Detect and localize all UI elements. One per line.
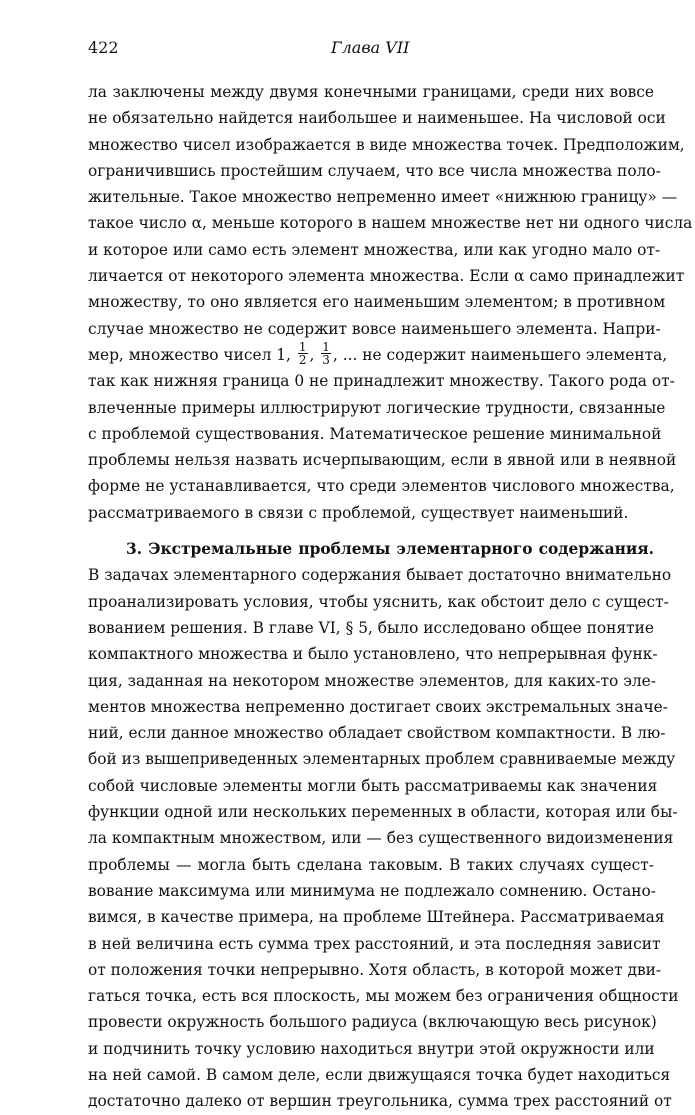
text-line: с проблемой существования. Математическое решение минимальной — [88, 424, 662, 443]
text-line: собой числовые элементы могли быть рассматриваемы как значения — [88, 776, 658, 795]
text-line: влеченные примеры иллюстрируют логические трудности, связанные — [88, 398, 666, 417]
page-number: 422 — [88, 38, 119, 57]
text-line: личается от некоторого элемента множества. Если α само принадлежит — [88, 267, 685, 286]
fraction-line-prefix: мер, множество чисел 1, — [88, 345, 291, 364]
text-line: ний, если данное множество обладает свойством компактности. В лю- — [88, 724, 666, 743]
fraction-numerator: 1 — [322, 340, 330, 355]
text-line: и которое или само есть элемент множества, или как угодно мало от- — [88, 240, 661, 259]
fraction-denominator: 3 — [322, 353, 330, 368]
text-line: случае множество не содержит вовсе наименьшего элемента. Напри- — [88, 319, 661, 338]
text-line: в ней величина есть сумма трех расстояний, и эта последняя зависит — [88, 934, 661, 953]
body-text — [88, 79, 693, 1115]
fraction-numerator: 1 — [298, 340, 307, 355]
text-line: форме не устанавливается, что среди элементов числового множества, — [88, 477, 675, 496]
text-line: вимся, в качестве примера, на проблеме Штейнера. Рассматриваемая — [88, 908, 665, 927]
text-line: функции одной или нескольких переменных в области, которая или бы- — [88, 803, 678, 822]
text-line: ла компактным множеством, или — без существенного видоизменения — [88, 829, 674, 848]
text-line: от положения точки непрерывно. Хотя область, в которой может дви- — [88, 960, 662, 979]
paragraph-1 — [88, 79, 693, 526]
fraction-one-half — [298, 341, 308, 366]
text-line: бой из вышеприведенных элементарных проблем сравниваемые между — [88, 750, 676, 769]
text-line: на ней самой. В самом деле, если движущаяся точка будет находиться — [88, 1065, 671, 1084]
text-line: так как нижняя граница 0 не принадлежит множеству. Такого рода от- — [88, 372, 675, 391]
text-line: проанализировать условия, чтобы уяснить, как обстоит дело с сущест- — [88, 592, 669, 611]
section-heading: 3. Экстремальные проблемы элементарного содержания. — [126, 540, 654, 559]
text-line: рассматриваемого в связи с проблемой, существует наименьший. — [88, 503, 629, 522]
text-line: гаться точка, есть вся плоскость, мы можем без ограничения общности — [88, 987, 679, 1006]
text-line: не обязательно найдется наибольшее и наименьшее. На числовой оси — [88, 109, 666, 128]
fraction-one-third — [321, 341, 331, 366]
fraction-denominator: 2 — [298, 353, 307, 368]
text-line: ограничившись простейшим случаем, что все числа множества поло- — [88, 161, 661, 180]
fraction-line: мер, множество чисел 1, $\frac{1}{2}$ , $\frac{1}{3}$ , ... не содержит наименьшего элемента, — [88, 340, 668, 368]
text-line: и подчинить точку условию находиться внутри этой окружности или — [88, 1039, 655, 1058]
running-head: Глава VII — [331, 38, 410, 57]
text-line: ментов множества непременно достигает своих экстремальных значе- — [88, 697, 668, 716]
book-page — [88, 38, 693, 1111]
text-line: В задачах элементарного содержания бывает достаточно внимательно — [88, 566, 672, 585]
section-3 — [88, 536, 679, 1115]
paragraph-gap — [88, 526, 654, 536]
text-line: проблемы — могла быть сделана таковым. В таких случаях сущест- — [88, 855, 654, 874]
text-line: проблемы нельзя назвать исчерпывающим, если в явной или в неявной — [88, 451, 677, 470]
text-line: множеству, то оно является его наименьшим элементом; в противном — [88, 293, 666, 312]
text-line: такое число α, меньше которого в нашем множестве нет ни одного числа — [88, 214, 693, 233]
text-line: ла заключены между двумя конечными границами, среди них вовсе — [88, 83, 654, 101]
text-line: жительные. Такое множество непременно имеет «нижнюю границу» — — [88, 188, 678, 207]
text-line: достаточно далеко от вершин треугольника, сумма трех расстояний от — [88, 1092, 672, 1111]
page-header — [88, 38, 654, 68]
text-line: множество чисел изображается в виде множества точек. Предположим, — [88, 135, 685, 154]
fraction-line-suffix: , ... не содержит наименьшего элемента, — [332, 345, 668, 364]
text-line: вованием решения. В главе VI, § 5, было исследовано общее понятие — [88, 618, 654, 637]
text-line: провести окружность большого радиуса (включающую весь рисунок) — [88, 1013, 657, 1032]
text-line: компактного множества и было установлено, что непрерывная функ- — [88, 645, 658, 664]
text-line: ция, заданная на некотором множестве элементов, для каких-то эле- — [88, 671, 656, 690]
text-line: вование максимума или минимума не подлежало сомнению. Остано- — [88, 881, 656, 900]
